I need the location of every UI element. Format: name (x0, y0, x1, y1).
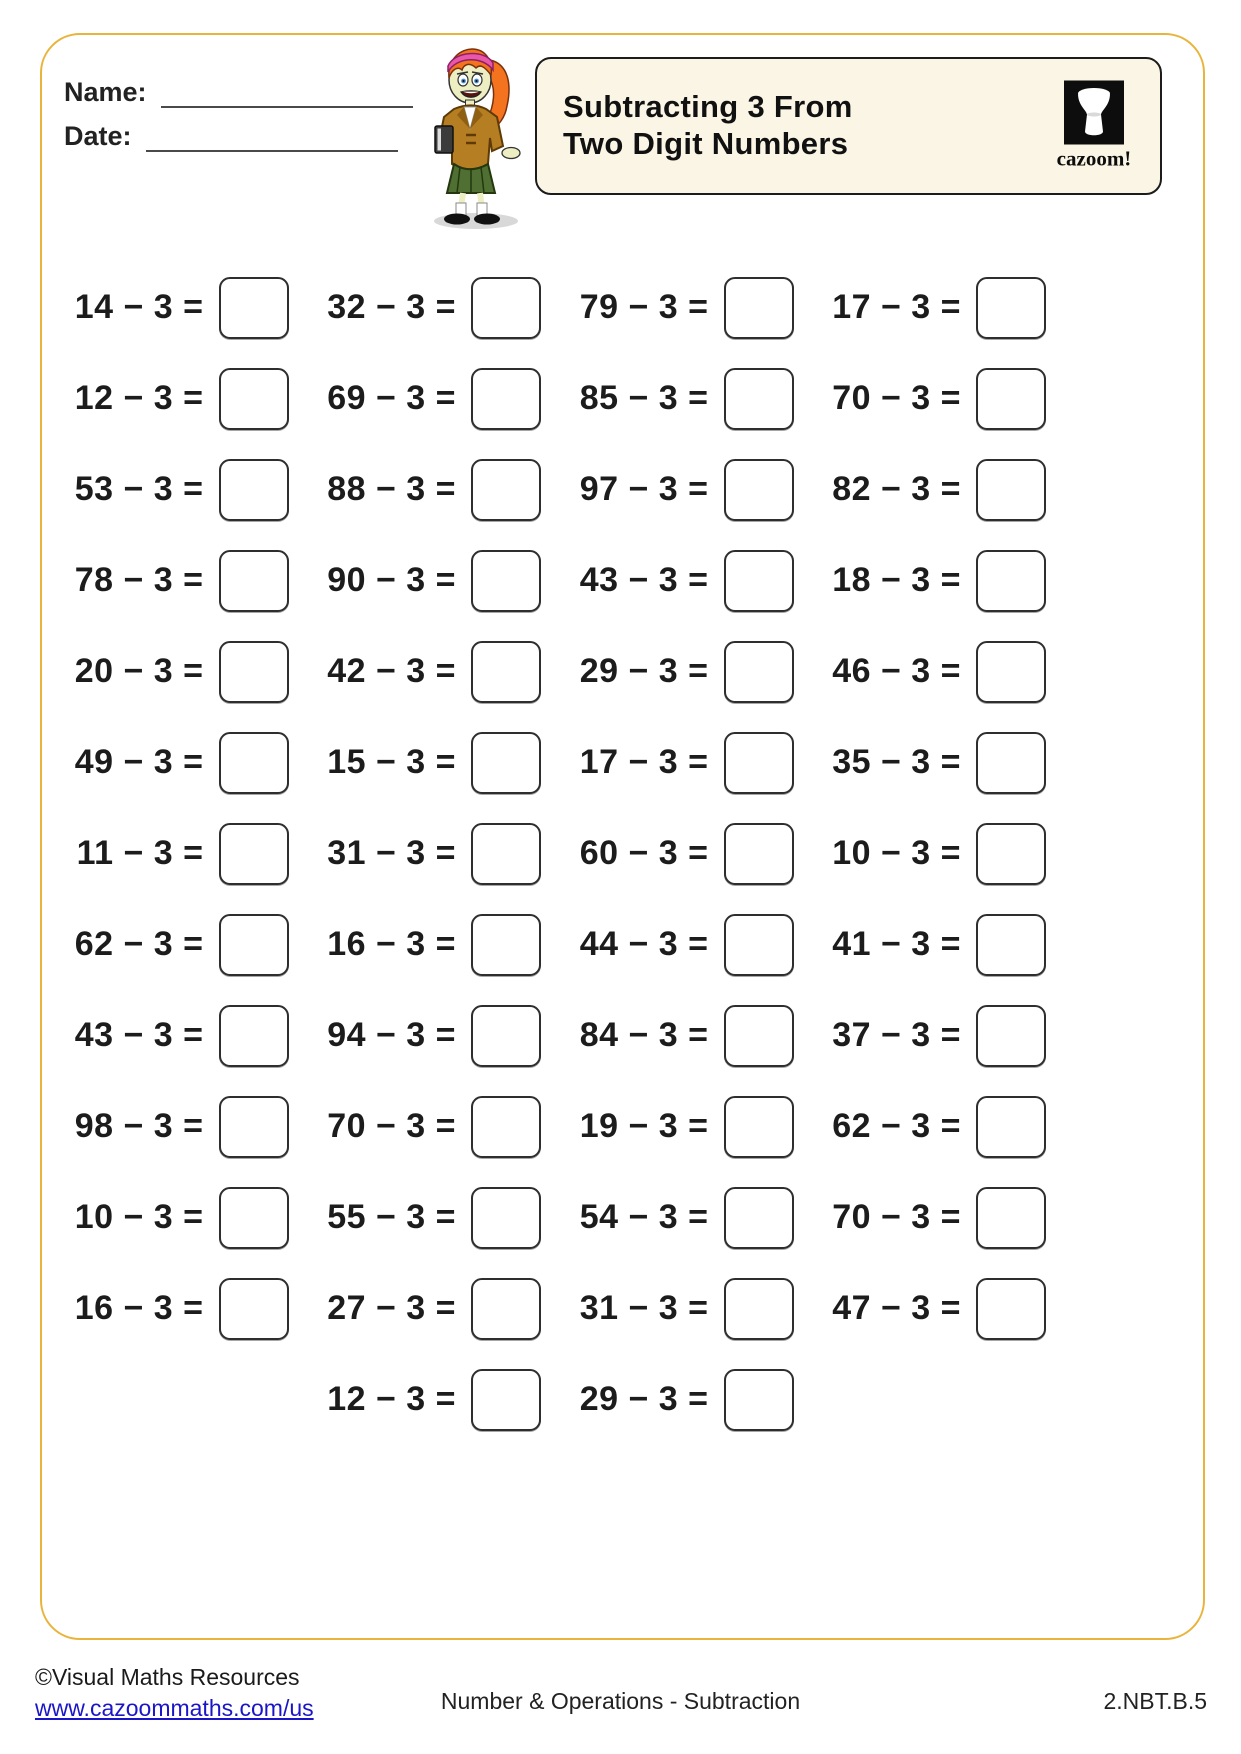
problem-expression: 15 − 3 = (327, 743, 456, 781)
problem-expression: 17 − 3 = (832, 288, 961, 326)
answer-box[interactable] (724, 1278, 794, 1340)
problem-cell (557, 1081, 810, 1172)
problem-expression: 31 − 3 = (327, 834, 456, 872)
problem-expression: 54 − 3 = (579, 1198, 709, 1236)
answer-box[interactable] (471, 823, 541, 885)
answer-box[interactable] (976, 1278, 1046, 1340)
problem-expression: 69 − 3 = (327, 379, 456, 417)
problem-cell (305, 535, 558, 626)
problem-cell (810, 444, 1063, 535)
answer-box[interactable] (976, 368, 1046, 430)
problem-expression: 85 − 3 = (579, 379, 709, 417)
problem-cell (557, 1263, 810, 1354)
answer-box[interactable] (471, 368, 541, 430)
date-field-row (64, 120, 398, 152)
problem-expression: 29 − 3 = (579, 652, 709, 690)
problem-cell (810, 990, 1063, 1081)
problem-cell (52, 535, 305, 626)
page-title-line-2: Two Digit Numbers (563, 126, 849, 161)
problem-expression: 42 − 3 = (327, 652, 456, 690)
answer-box[interactable] (219, 1278, 289, 1340)
problem-cell (305, 1081, 558, 1172)
copyright-text: ©Visual Maths Resources (35, 1664, 300, 1690)
problem-cell (557, 353, 810, 444)
problem-expression: 43 − 3 = (579, 561, 709, 599)
answer-box[interactable] (471, 1005, 541, 1067)
problem-expression: 32 − 3 = (327, 288, 456, 326)
title-box (535, 57, 1162, 195)
problem-expression: 70 − 3 = (832, 379, 961, 417)
problem-cell (52, 1081, 305, 1172)
problem-cell (810, 1081, 1063, 1172)
problem-expression: 70 − 3 = (832, 1198, 961, 1236)
answer-box[interactable] (471, 459, 541, 521)
empty-cell (810, 1354, 1063, 1445)
answer-box[interactable] (976, 459, 1046, 521)
problem-expression: 90 − 3 = (327, 561, 456, 599)
problem-cell (305, 353, 558, 444)
answer-box[interactable] (471, 1187, 541, 1249)
problem-expression: 20 − 3 = (74, 652, 204, 690)
problem-cell (305, 990, 558, 1081)
problem-cell (557, 899, 810, 990)
answer-box[interactable] (219, 459, 289, 521)
answer-box[interactable] (219, 914, 289, 976)
answer-box[interactable] (471, 1369, 541, 1431)
problem-cell (305, 808, 558, 899)
answer-box[interactable] (471, 1096, 541, 1158)
problem-cell (557, 262, 810, 353)
answer-box[interactable] (219, 823, 289, 885)
problem-cell (305, 1172, 558, 1263)
problem-expression: 47 − 3 = (832, 1289, 961, 1327)
problem-cell (810, 808, 1063, 899)
answer-box[interactable] (724, 732, 794, 794)
problem-expression: 14 − 3 = (74, 288, 204, 326)
problem-cell (52, 808, 305, 899)
standard-code: 2.NBT.B.5 (1103, 1688, 1207, 1714)
answer-box[interactable] (219, 368, 289, 430)
date-label: Date: (64, 121, 132, 151)
answer-box[interactable] (724, 1096, 794, 1158)
answer-box[interactable] (471, 277, 541, 339)
problem-expression: 46 − 3 = (832, 652, 961, 690)
problem-cell (810, 262, 1063, 353)
problem-expression: 41 − 3 = (832, 925, 961, 963)
problem-expression: 27 − 3 = (327, 1289, 456, 1327)
problem-expression: 82 − 3 = (832, 470, 961, 508)
problem-cell (557, 808, 810, 899)
problem-cell (305, 1263, 558, 1354)
answer-box[interactable] (471, 641, 541, 703)
answer-box[interactable] (724, 459, 794, 521)
problem-cell (305, 444, 558, 535)
problem-expression: 94 − 3 = (327, 1016, 456, 1054)
problem-cell (305, 899, 558, 990)
name-field-row (64, 76, 413, 108)
answer-box[interactable] (724, 1187, 794, 1249)
problem-expression: 44 − 3 = (579, 925, 709, 963)
answer-box[interactable] (724, 914, 794, 976)
problem-expression: 19 − 3 = (579, 1107, 709, 1145)
problem-expression: 62 − 3 = (74, 925, 204, 963)
problem-cell (810, 535, 1063, 626)
problem-expression: 62 − 3 = (832, 1107, 961, 1145)
problem-cell (52, 1172, 305, 1263)
problem-expression: 97 − 3 = (579, 470, 709, 508)
problem-cell (810, 626, 1063, 717)
djembe-drum-icon (1064, 81, 1124, 145)
problem-expression: 70 − 3 = (327, 1107, 456, 1145)
problem-expression: 88 − 3 = (327, 470, 456, 508)
problem-cell (305, 1354, 558, 1445)
problem-cell (810, 1263, 1063, 1354)
answer-box[interactable] (471, 914, 541, 976)
cazoom-logo-text: cazoom! (1056, 146, 1132, 171)
problem-cell (557, 535, 810, 626)
problem-expression: 16 − 3 = (327, 925, 456, 963)
problem-expression: 98 − 3 = (74, 1107, 204, 1145)
answer-box[interactable] (724, 550, 794, 612)
answer-box[interactable] (724, 1005, 794, 1067)
problem-expression: 10 − 3 = (832, 834, 961, 872)
problem-expression: 55 − 3 = (327, 1198, 456, 1236)
problem-cell (52, 717, 305, 808)
problem-cell (52, 262, 305, 353)
answer-box[interactable] (724, 641, 794, 703)
answer-box[interactable] (219, 550, 289, 612)
problem-cell (810, 899, 1063, 990)
problem-expression: 11 − 3 = (76, 834, 204, 872)
answer-box[interactable] (471, 1278, 541, 1340)
problem-cell (557, 1172, 810, 1263)
cazoommaths-link[interactable]: www.cazoommaths.com/us (35, 1695, 314, 1722)
problem-cell (52, 444, 305, 535)
date-input-line[interactable] (146, 120, 398, 152)
answer-box[interactable] (219, 1187, 289, 1249)
problem-cell (52, 353, 305, 444)
answer-box[interactable] (219, 641, 289, 703)
answer-box[interactable] (724, 1369, 794, 1431)
problem-cell (52, 899, 305, 990)
answer-box[interactable] (219, 1096, 289, 1158)
problem-expression: 35 − 3 = (832, 743, 961, 781)
name-label: Name: (64, 77, 147, 107)
problem-cell (52, 990, 305, 1081)
answer-box[interactable] (976, 823, 1046, 885)
problem-expression: 18 − 3 = (832, 561, 961, 599)
problem-expression: 60 − 3 = (579, 834, 709, 872)
answer-box[interactable] (219, 1005, 289, 1067)
problem-cell (557, 1354, 810, 1445)
problem-cell (557, 717, 810, 808)
answer-box[interactable] (724, 823, 794, 885)
answer-box[interactable] (976, 550, 1046, 612)
cazoom-logo (1046, 81, 1142, 172)
footer-category: Number & Operations - Subtraction (440, 1688, 801, 1714)
problem-expression: 79 − 3 = (579, 288, 709, 326)
answer-box[interactable] (976, 1187, 1046, 1249)
answer-box[interactable] (724, 277, 794, 339)
worksheet-grid (52, 262, 1062, 1445)
empty-cell (52, 1354, 305, 1445)
answer-box[interactable] (976, 732, 1046, 794)
answer-box[interactable] (976, 1096, 1046, 1158)
problem-cell (52, 1263, 305, 1354)
problem-expression: 10 − 3 = (74, 1198, 204, 1236)
problem-cell (810, 1172, 1063, 1263)
problem-cell (305, 626, 558, 717)
answer-box[interactable] (976, 641, 1046, 703)
answer-box[interactable] (724, 368, 794, 430)
schoolgirl-illustration (418, 42, 528, 237)
problem-expression: 37 − 3 = (832, 1016, 961, 1054)
name-input-line[interactable] (161, 76, 413, 108)
problem-cell (810, 717, 1063, 808)
problem-cell (557, 626, 810, 717)
problem-cell (52, 626, 305, 717)
answer-box[interactable] (219, 277, 289, 339)
problem-expression: 29 − 3 = (579, 1380, 709, 1418)
problem-cell (557, 444, 810, 535)
problem-cell (557, 990, 810, 1081)
problem-cell (305, 262, 558, 353)
problem-cell (810, 353, 1063, 444)
problem-expression: 49 − 3 = (74, 743, 204, 781)
problem-cell (305, 717, 558, 808)
problem-expression: 12 − 3 = (327, 1380, 456, 1418)
problem-expression: 31 − 3 = (579, 1289, 709, 1327)
problem-expression: 78 − 3 = (74, 561, 204, 599)
problem-expression: 16 − 3 = (74, 1289, 204, 1327)
answer-box[interactable] (219, 732, 289, 794)
problem-expression: 84 − 3 = (579, 1016, 709, 1054)
answer-box[interactable] (976, 1005, 1046, 1067)
answer-box[interactable] (976, 277, 1046, 339)
problem-expression: 53 − 3 = (74, 470, 204, 508)
answer-box[interactable] (471, 550, 541, 612)
problem-expression: 12 − 3 = (74, 379, 204, 417)
problem-expression: 17 − 3 = (579, 743, 709, 781)
answer-box[interactable] (471, 732, 541, 794)
problem-expression: 43 − 3 = (74, 1016, 204, 1054)
answer-box[interactable] (976, 914, 1046, 976)
page-title-line-1: Subtracting 3 From (563, 89, 853, 125)
